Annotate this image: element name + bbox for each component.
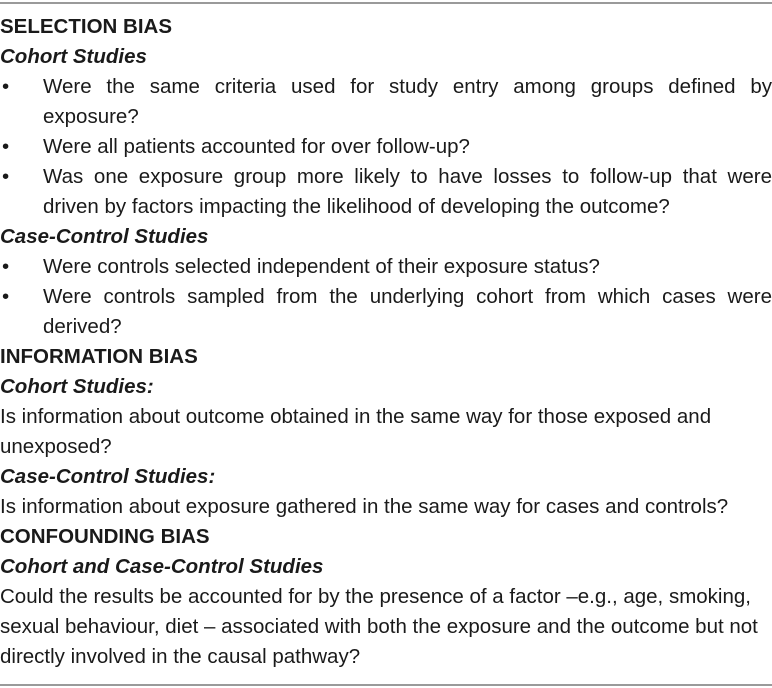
subheading-cohort-studies: Cohort Studies xyxy=(0,45,147,68)
subheading-case-control-studies: Case-Control Studies: xyxy=(0,465,216,488)
bullet-icon: • xyxy=(2,285,10,308)
paragraph-text: Is information about outcome obtained in the same way for those exposed and unexposed? xyxy=(0,405,712,458)
bullet-text: Were controls selected independent of their exposure status? xyxy=(43,255,600,278)
table-content xyxy=(0,12,772,672)
bullet-icon: • xyxy=(2,255,10,278)
paragraph-text: Is information about exposure gathered in the same way for cases and controls? xyxy=(0,495,729,518)
bullet-icon: • xyxy=(2,75,10,98)
bullet-text: Were the same criteria used for study entry among groups defined by exposure? xyxy=(43,75,772,128)
list-item xyxy=(0,132,772,162)
subheading-cohort-and-case-control-studies: Cohort and Case-Control Studies xyxy=(0,555,324,578)
subheading-cohort-studies: Cohort Studies: xyxy=(0,375,154,398)
section-heading-information-bias: INFORMATION BIAS xyxy=(0,345,198,368)
top-rule xyxy=(0,2,772,4)
list-item xyxy=(0,252,772,282)
list-item xyxy=(0,72,772,132)
list-item xyxy=(0,162,772,222)
paragraph-text: Could the results be accounted for by the presence of a factor –e.g., age, smoking, sexual behaviour, diet – associated with both the exposure and the outcome but not directly involved in the causal pathway? xyxy=(0,585,758,668)
list-item xyxy=(0,282,772,342)
bullet-text: Were all patients accounted for over follow-up? xyxy=(43,135,470,158)
bullet-text: Was one exposure group more likely to have losses to follow-up that were driven by factors impacting the likelihood of developing the outcome? xyxy=(43,165,772,218)
subheading-case-control-studies: Case-Control Studies xyxy=(0,225,209,248)
bullet-text: Were controls sampled from the underlying cohort from which cases were derived? xyxy=(43,285,772,338)
bottom-rule xyxy=(0,684,772,686)
section-heading-confounding-bias: CONFOUNDING BIAS xyxy=(0,525,210,548)
bullet-icon: • xyxy=(2,165,10,188)
section-heading-selection-bias: SELECTION BIAS xyxy=(0,15,172,38)
bullet-icon: • xyxy=(2,135,10,158)
